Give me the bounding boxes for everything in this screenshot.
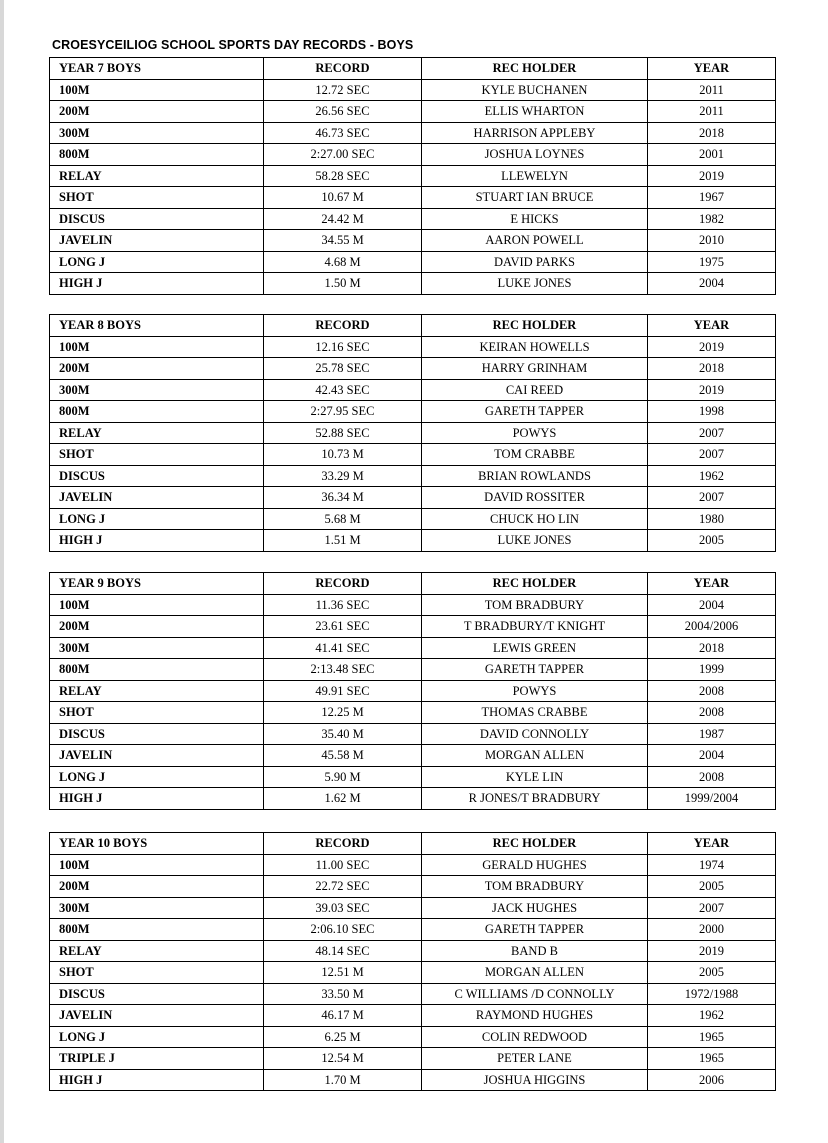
header-year: YEAR <box>648 58 776 80</box>
records-table-year-8 <box>49 314 776 552</box>
year-cell: 2018 <box>648 637 776 659</box>
table-row <box>50 230 776 252</box>
table-row <box>50 144 776 166</box>
year-cell: 1974 <box>648 854 776 876</box>
record-cell: 41.41 SEC <box>264 637 422 659</box>
table-row <box>50 919 776 941</box>
year-cell: 2004 <box>648 594 776 616</box>
record-cell: 35.40 M <box>264 723 422 745</box>
record-cell: 1.51 M <box>264 530 422 552</box>
holder-cell: KEIRAN HOWELLS <box>422 336 648 358</box>
table-row <box>50 1026 776 1048</box>
record-cell: 33.50 M <box>264 983 422 1005</box>
year-cell: 2007 <box>648 422 776 444</box>
holder-cell: POWYS <box>422 422 648 444</box>
year-cell: 2019 <box>648 165 776 187</box>
event-cell: JAVELIN <box>50 487 264 509</box>
year-cell: 2007 <box>648 444 776 466</box>
header-record: RECORD <box>264 573 422 595</box>
year-cell: 2008 <box>648 680 776 702</box>
event-cell: LONG J <box>50 1026 264 1048</box>
record-cell: 58.28 SEC <box>264 165 422 187</box>
holder-cell: GARETH TAPPER <box>422 401 648 423</box>
table-row <box>50 616 776 638</box>
records-table-year-10 <box>49 832 776 1091</box>
header-record: RECORD <box>264 315 422 337</box>
table-row <box>50 983 776 1005</box>
record-cell: 48.14 SEC <box>264 940 422 962</box>
table-row <box>50 187 776 209</box>
year-cell: 2011 <box>648 79 776 101</box>
table-header-row <box>50 315 776 337</box>
event-cell: 200M <box>50 876 264 898</box>
event-cell: SHOT <box>50 962 264 984</box>
year-cell: 1962 <box>648 1005 776 1027</box>
holder-cell: E HICKS <box>422 208 648 230</box>
table-row <box>50 530 776 552</box>
holder-cell: POWYS <box>422 680 648 702</box>
year-cell: 2018 <box>648 358 776 380</box>
record-cell: 12.51 M <box>264 962 422 984</box>
record-cell: 11.00 SEC <box>264 854 422 876</box>
event-cell: 100M <box>50 854 264 876</box>
record-cell: 24.42 M <box>264 208 422 230</box>
year-cell: 2011 <box>648 101 776 123</box>
holder-cell: GARETH TAPPER <box>422 919 648 941</box>
table-row <box>50 444 776 466</box>
holder-cell: AARON POWELL <box>422 230 648 252</box>
table-row <box>50 962 776 984</box>
year-cell: 2004/2006 <box>648 616 776 638</box>
holder-cell: MORGAN ALLEN <box>422 745 648 767</box>
holder-cell: BRIAN ROWLANDS <box>422 465 648 487</box>
record-cell: 12.72 SEC <box>264 79 422 101</box>
event-cell: JAVELIN <box>50 745 264 767</box>
year-cell: 1982 <box>648 208 776 230</box>
holder-cell: CHUCK HO LIN <box>422 508 648 530</box>
group-heading: YEAR 10 BOYS <box>50 833 264 855</box>
header-year: YEAR <box>648 315 776 337</box>
event-cell: 200M <box>50 616 264 638</box>
event-cell: 100M <box>50 79 264 101</box>
event-cell: RELAY <box>50 165 264 187</box>
event-cell: HIGH J <box>50 788 264 810</box>
holder-cell: DAVID CONNOLLY <box>422 723 648 745</box>
year-cell: 2010 <box>648 230 776 252</box>
event-cell: DISCUS <box>50 465 264 487</box>
holder-cell: R JONES/T BRADBURY <box>422 788 648 810</box>
table-row <box>50 876 776 898</box>
year-cell: 2007 <box>648 487 776 509</box>
table-row <box>50 358 776 380</box>
year-cell: 2018 <box>648 122 776 144</box>
event-cell: RELAY <box>50 422 264 444</box>
holder-cell: GERALD HUGHES <box>422 854 648 876</box>
table-row <box>50 659 776 681</box>
holder-cell: DAVID ROSSITER <box>422 487 648 509</box>
table-row <box>50 766 776 788</box>
year-cell: 2005 <box>648 530 776 552</box>
event-cell: 300M <box>50 897 264 919</box>
event-cell: LONG J <box>50 766 264 788</box>
year-cell: 1999/2004 <box>648 788 776 810</box>
table-row <box>50 854 776 876</box>
record-cell: 10.73 M <box>264 444 422 466</box>
event-cell: 200M <box>50 101 264 123</box>
record-cell: 12.25 M <box>264 702 422 724</box>
header-year: YEAR <box>648 833 776 855</box>
record-cell: 1.62 M <box>264 788 422 810</box>
record-cell: 2:13.48 SEC <box>264 659 422 681</box>
record-cell: 12.54 M <box>264 1048 422 1070</box>
event-cell: 300M <box>50 122 264 144</box>
event-cell: JAVELIN <box>50 230 264 252</box>
holder-cell: PETER LANE <box>422 1048 648 1070</box>
year-cell: 1972/1988 <box>648 983 776 1005</box>
record-cell: 2:06.10 SEC <box>264 919 422 941</box>
record-cell: 46.73 SEC <box>264 122 422 144</box>
header-rec-holder: REC HOLDER <box>422 833 648 855</box>
year-cell: 2019 <box>648 379 776 401</box>
holder-cell: JOSHUA LOYNES <box>422 144 648 166</box>
holder-cell: HARRISON APPLEBY <box>422 122 648 144</box>
table-row <box>50 594 776 616</box>
table-row <box>50 897 776 919</box>
table-row <box>50 122 776 144</box>
event-cell: DISCUS <box>50 983 264 1005</box>
table-row <box>50 1069 776 1091</box>
event-cell: 800M <box>50 919 264 941</box>
year-cell: 2019 <box>648 336 776 358</box>
record-cell: 42.43 SEC <box>264 379 422 401</box>
record-cell: 22.72 SEC <box>264 876 422 898</box>
table-row <box>50 379 776 401</box>
record-cell: 52.88 SEC <box>264 422 422 444</box>
record-cell: 36.34 M <box>264 487 422 509</box>
event-cell: SHOT <box>50 444 264 466</box>
year-cell: 1999 <box>648 659 776 681</box>
event-cell: RELAY <box>50 940 264 962</box>
header-year: YEAR <box>648 573 776 595</box>
year-cell: 2004 <box>648 745 776 767</box>
year-cell: 1975 <box>648 251 776 273</box>
year-cell: 2004 <box>648 273 776 295</box>
record-cell: 25.78 SEC <box>264 358 422 380</box>
table-row <box>50 745 776 767</box>
holder-cell: CAI REED <box>422 379 648 401</box>
year-cell: 2000 <box>648 919 776 941</box>
record-cell: 5.68 M <box>264 508 422 530</box>
records-table-year-9 <box>49 572 776 810</box>
year-cell: 1998 <box>648 401 776 423</box>
table-row <box>50 702 776 724</box>
record-cell: 33.29 M <box>264 465 422 487</box>
holder-cell: COLIN REDWOOD <box>422 1026 648 1048</box>
year-cell: 2008 <box>648 702 776 724</box>
header-rec-holder: REC HOLDER <box>422 315 648 337</box>
year-cell: 1980 <box>648 508 776 530</box>
event-cell: LONG J <box>50 251 264 273</box>
table-header-row <box>50 58 776 80</box>
holder-cell: C WILLIAMS /D CONNOLLY <box>422 983 648 1005</box>
group-heading: YEAR 7 BOYS <box>50 58 264 80</box>
holder-cell: LLEWELYN <box>422 165 648 187</box>
header-rec-holder: REC HOLDER <box>422 573 648 595</box>
holder-cell: RAYMOND HUGHES <box>422 1005 648 1027</box>
table-row <box>50 208 776 230</box>
holder-cell: BAND B <box>422 940 648 962</box>
table-row <box>50 422 776 444</box>
page-edge <box>0 0 4 1143</box>
holder-cell: LEWIS GREEN <box>422 637 648 659</box>
year-cell: 1965 <box>648 1026 776 1048</box>
record-cell: 1.70 M <box>264 1069 422 1091</box>
header-record: RECORD <box>264 58 422 80</box>
event-cell: 800M <box>50 144 264 166</box>
year-cell: 1965 <box>648 1048 776 1070</box>
event-cell: 100M <box>50 594 264 616</box>
event-cell: 300M <box>50 379 264 401</box>
holder-cell: TOM BRADBURY <box>422 594 648 616</box>
holder-cell: LUKE JONES <box>422 530 648 552</box>
records-table-year-7 <box>49 57 776 295</box>
table-row <box>50 1048 776 1070</box>
table-row <box>50 336 776 358</box>
record-cell: 6.25 M <box>264 1026 422 1048</box>
holder-cell: HARRY GRINHAM <box>422 358 648 380</box>
holder-cell: TOM CRABBE <box>422 444 648 466</box>
table-header-row <box>50 833 776 855</box>
event-cell: 800M <box>50 659 264 681</box>
table-row <box>50 723 776 745</box>
holder-cell: THOMAS CRABBE <box>422 702 648 724</box>
record-cell: 1.50 M <box>264 273 422 295</box>
holder-cell: STUART IAN BRUCE <box>422 187 648 209</box>
record-cell: 12.16 SEC <box>264 336 422 358</box>
year-cell: 1962 <box>648 465 776 487</box>
table-row <box>50 637 776 659</box>
record-cell: 46.17 M <box>264 1005 422 1027</box>
record-cell: 2:27.95 SEC <box>264 401 422 423</box>
holder-cell: KYLE LIN <box>422 766 648 788</box>
header-rec-holder: REC HOLDER <box>422 58 648 80</box>
page-title: CROESYCEILIOG SCHOOL SPORTS DAY RECORDS - BOYS <box>52 38 414 52</box>
event-cell: SHOT <box>50 702 264 724</box>
year-cell: 1987 <box>648 723 776 745</box>
holder-cell: MORGAN ALLEN <box>422 962 648 984</box>
record-cell: 2:27.00 SEC <box>264 144 422 166</box>
event-cell: LONG J <box>50 508 264 530</box>
holder-cell: ELLIS WHARTON <box>422 101 648 123</box>
event-cell: 100M <box>50 336 264 358</box>
record-cell: 10.67 M <box>264 187 422 209</box>
table-row <box>50 251 776 273</box>
table-row <box>50 788 776 810</box>
event-cell: 200M <box>50 358 264 380</box>
holder-cell: LUKE JONES <box>422 273 648 295</box>
year-cell: 1967 <box>648 187 776 209</box>
event-cell: 800M <box>50 401 264 423</box>
holder-cell: TOM BRADBURY <box>422 876 648 898</box>
holder-cell: DAVID PARKS <box>422 251 648 273</box>
event-cell: HIGH J <box>50 530 264 552</box>
event-cell: HIGH J <box>50 273 264 295</box>
table-row <box>50 487 776 509</box>
record-cell: 34.55 M <box>264 230 422 252</box>
holder-cell: JOSHUA HIGGINS <box>422 1069 648 1091</box>
table-row <box>50 401 776 423</box>
event-cell: SHOT <box>50 187 264 209</box>
record-cell: 11.36 SEC <box>264 594 422 616</box>
record-cell: 39.03 SEC <box>264 897 422 919</box>
header-record: RECORD <box>264 833 422 855</box>
table-row <box>50 273 776 295</box>
table-row <box>50 508 776 530</box>
record-cell: 4.68 M <box>264 251 422 273</box>
event-cell: RELAY <box>50 680 264 702</box>
holder-cell: KYLE BUCHANEN <box>422 79 648 101</box>
year-cell: 2005 <box>648 876 776 898</box>
table-row <box>50 79 776 101</box>
table-row <box>50 465 776 487</box>
year-cell: 2008 <box>648 766 776 788</box>
record-cell: 26.56 SEC <box>264 101 422 123</box>
year-cell: 2007 <box>648 897 776 919</box>
year-cell: 2019 <box>648 940 776 962</box>
record-cell: 45.58 M <box>264 745 422 767</box>
holder-cell: JACK HUGHES <box>422 897 648 919</box>
holder-cell: T BRADBURY/T KNIGHT <box>422 616 648 638</box>
year-cell: 2006 <box>648 1069 776 1091</box>
year-cell: 2005 <box>648 962 776 984</box>
group-heading: YEAR 9 BOYS <box>50 573 264 595</box>
year-cell: 2001 <box>648 144 776 166</box>
event-cell: JAVELIN <box>50 1005 264 1027</box>
table-row <box>50 101 776 123</box>
event-cell: 300M <box>50 637 264 659</box>
table-row <box>50 1005 776 1027</box>
table-row <box>50 940 776 962</box>
event-cell: HIGH J <box>50 1069 264 1091</box>
record-cell: 49.91 SEC <box>264 680 422 702</box>
event-cell: DISCUS <box>50 723 264 745</box>
event-cell: DISCUS <box>50 208 264 230</box>
holder-cell: GARETH TAPPER <box>422 659 648 681</box>
table-row <box>50 165 776 187</box>
event-cell: TRIPLE J <box>50 1048 264 1070</box>
table-row <box>50 680 776 702</box>
group-heading: YEAR 8 BOYS <box>50 315 264 337</box>
record-cell: 5.90 M <box>264 766 422 788</box>
record-cell: 23.61 SEC <box>264 616 422 638</box>
table-header-row <box>50 573 776 595</box>
